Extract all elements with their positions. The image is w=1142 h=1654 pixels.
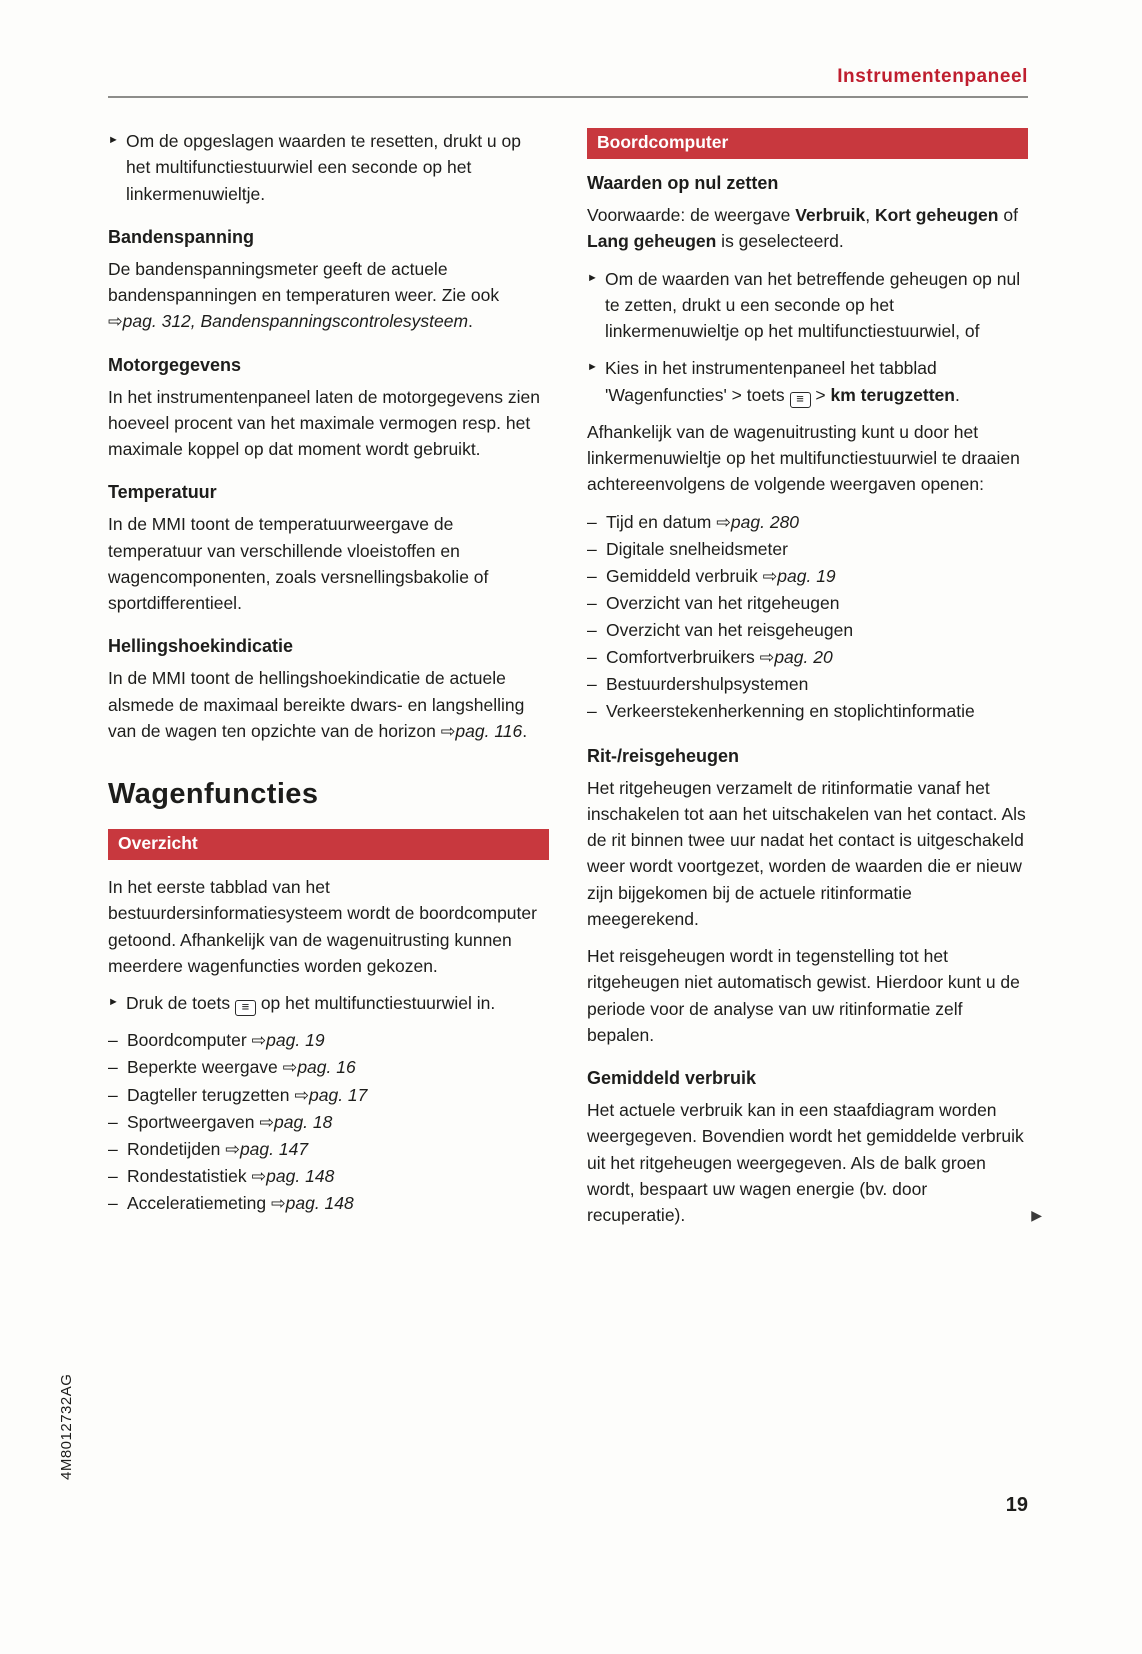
list-item [587, 536, 1028, 563]
page-reference[interactable]: ⇨pag. 19 [762, 565, 836, 586]
list-item [108, 1109, 549, 1136]
bullet-arrow-icon: ► [108, 134, 119, 146]
list-item-label: Acceleratiemeting [127, 1193, 271, 1213]
list-item [108, 1082, 549, 1109]
list-item [587, 644, 1028, 671]
bullet-arrow-icon: ► [587, 361, 598, 374]
dash-marker: – [587, 592, 597, 613]
emphasis-verbruik: Verbruik [795, 205, 866, 225]
paragraph-gemiddeld-verbruik: Het actuele verbruik kan in een staafdiagram worden weergegeven. Bovendien wordt het gemiddelde verbruik uit het ritgeheugen weergegeven. Als de balk groen wordt, bespaart uw wagen energie (bv. door recuperatie). [587, 1100, 1024, 1225]
heading-rit-reisgeheugen: Rit-/reisgeheugen [587, 745, 740, 766]
dash-marker: – [108, 1138, 118, 1159]
menu-button-glyph: ≡ [241, 999, 250, 1014]
weergaven-list [587, 509, 1028, 726]
dash-marker: – [108, 1057, 118, 1078]
list-item-label: Bestuurdershulpsystemen [606, 674, 809, 695]
page-reference[interactable]: ⇨pag. 20 [759, 647, 833, 668]
manual-page [108, 66, 1042, 1239]
bullet-item-reset [108, 128, 549, 207]
chapter-header-title: Instrumentenpaneel [837, 66, 1028, 87]
text-run: . [522, 720, 528, 741]
dash-marker: – [108, 1193, 118, 1213]
heading-waarden-op-nul-zetten: Waarden op nul zetten [587, 173, 779, 193]
right-column [587, 128, 1042, 1239]
list-item [108, 1136, 549, 1163]
emphasis-km-terugzetten: km terugzetten [830, 384, 955, 405]
menu-button-icon [235, 1000, 256, 1016]
page-reference[interactable]: ⇨pag. 116 [440, 720, 523, 741]
heading-temperatuur: Temperatuur [108, 482, 217, 503]
heading-bandenspanning: Bandenspanning [108, 226, 255, 247]
spine-code: 4M8012732AG [58, 1373, 75, 1480]
text-run: Voorwaarde: de weergave [587, 205, 796, 225]
menu-button-glyph: ≡ [796, 390, 804, 406]
page-reference[interactable]: ⇨pag. 19 [251, 1030, 325, 1051]
page-reference[interactable]: ⇨pag. 18 [259, 1111, 333, 1132]
dash-marker: – [587, 620, 597, 640]
page-number: 19 [1005, 1494, 1028, 1516]
paragraph-weergaven-intro: Afhankelijk van de wagenuitrusting kunt u door het linkermenuwieltje op het multifunctiestuurwiel te draaien achtereenvolgens de volgende weergaven openen: [587, 421, 1020, 495]
bullet-item-kies-tabblad [587, 355, 1028, 408]
section-banner-overzicht: Overzicht [108, 829, 549, 860]
paragraph-motorgegevens: In het instrumentenpaneel laten de motorgegevens zien hoeveel procent van het maximale vermogen resp. het maximale koppel op dat moment wordt gebruikt. [108, 386, 540, 459]
text-run: of [998, 205, 1018, 225]
text-run: is geselecteerd. [716, 231, 844, 252]
dash-marker: – [108, 1111, 118, 1132]
page-reference[interactable]: ⇨pag. 16 [282, 1057, 356, 1078]
bullet-text: Om de opgeslagen waarden te resetten, drukt u op het multifunctiestuurwiel een seconde op het linkermenuwieltje. [126, 131, 521, 204]
bullet-text: Om de waarden van het betreffende geheugen op nul te zetten, drukt u een seconde op het linkermenuwieltje op het multifunctiestuurwiel, of [605, 268, 1021, 341]
emphasis-lang-geheugen: Lang geheugen [587, 231, 717, 252]
list-item-label: Sportweergaven [127, 1111, 260, 1132]
list-item [587, 509, 1028, 536]
text-run: . [468, 311, 473, 332]
bullet-arrow-icon: ► [108, 996, 119, 1008]
text-run: De bandenspanningsmeter geeft de actuele bandenspanningen en temperaturen weer. Zie ook [108, 258, 500, 305]
paragraph-overzicht: In het eerste tabblad van het bestuurdersinformatiesysteem wordt de boordcomputer getoond. Afhankelijk van de wagenuitrusting kunnen meerdere wagenfuncties worden gekozen. [108, 877, 537, 976]
list-item-label: Tijd en datum [606, 511, 717, 532]
page-reference[interactable]: ⇨pag. 312, Bandenspanningscontrolesysteem [108, 311, 469, 332]
page-header [108, 66, 1028, 98]
list-item [587, 671, 1028, 698]
dash-marker: – [587, 538, 597, 559]
list-item-label: Comfortverbruikers [606, 647, 760, 668]
paragraph-voorwaarde [587, 202, 1028, 255]
menu-button-icon [790, 392, 811, 408]
list-item [587, 617, 1028, 644]
chapter-title-wagenfuncties: Wagenfuncties [108, 778, 319, 810]
bullet-item-toets [108, 990, 549, 1016]
paragraph-bandenspanning [108, 256, 549, 335]
text-run: Druk de toets [126, 993, 235, 1013]
page-reference[interactable]: ⇨pag. 148 [270, 1193, 354, 1213]
list-item [108, 1163, 549, 1190]
dash-marker: – [587, 701, 597, 722]
list-item-label: Beperkte weergave [127, 1057, 283, 1078]
bullet-text [605, 355, 1028, 408]
dash-marker: – [587, 647, 597, 668]
bullet-item-nul-zetten [587, 266, 1028, 345]
dash-marker: – [587, 674, 597, 695]
list-item-label: Gemiddeld verbruik [606, 565, 763, 586]
list-item-label: Rondetijden [127, 1138, 226, 1159]
list-item-label: Dagteller terugzetten [127, 1084, 295, 1105]
list-item-label: Boordcomputer [127, 1030, 252, 1051]
dash-marker: – [108, 1165, 118, 1186]
dash-marker: – [587, 565, 597, 586]
left-column [108, 128, 549, 1228]
bullet-text [126, 990, 549, 1016]
list-item-label: Rondestatistiek [127, 1165, 252, 1186]
section-banner-boordcomputer: Boordcomputer [587, 128, 1028, 159]
text-run: , [865, 205, 875, 225]
paragraph-temperatuur: In de MMI toont de temperatuurweergave de temperatuur van verschillende vloeistoffen en wagencomponenten, zoals versnellingsbakolie of sportdifferentieel. [108, 514, 489, 613]
page-reference[interactable]: ⇨pag. 280 [716, 511, 800, 532]
text-run: . [954, 384, 960, 405]
continuation-arrow-icon: ▶ [1031, 1207, 1042, 1224]
text-run: Kies in het instrumentenpaneel het tabblad 'Wagenfuncties' > toets [605, 358, 937, 405]
dash-marker: – [587, 511, 597, 532]
text-run: op het multifunctiestuurwiel in. [255, 993, 496, 1013]
paragraph-hellingshoekindicatie [108, 665, 549, 744]
list-item-label: Overzicht van het ritgeheugen [606, 592, 840, 613]
bullet-arrow-icon: ► [587, 271, 598, 284]
text-run: > [810, 384, 831, 405]
page-reference[interactable]: ⇨pag. 147 [225, 1138, 309, 1159]
heading-gemiddeld-verbruik: Gemiddeld verbruik [587, 1068, 757, 1088]
function-list [108, 1027, 549, 1217]
page-reference[interactable]: ⇨pag. 148 [251, 1165, 335, 1186]
list-item [108, 1054, 549, 1081]
list-item [587, 563, 1028, 590]
list-item-label: Verkeerstekenherkenning en stoplichtinformatie [606, 701, 975, 722]
heading-motorgegevens: Motorgegevens [108, 354, 242, 375]
header-divider [108, 96, 1028, 98]
dash-marker: – [108, 1084, 118, 1105]
paragraph-ritgeheugen: Het ritgeheugen verzamelt de ritinformatie vanaf het inschakelen tot aan het uitschakelen van het contact. Als de rit binnen twee uur nadat het contact is uitgeschakeld weer wordt voortgezet, worden de waarden die er nieuw zijn bijgekomen bij de actuele ritinformatie meegerekend. [587, 777, 1026, 929]
list-item-label: Overzicht van het reisgeheugen [606, 620, 854, 640]
paragraph-reisgeheugen: Het reisgeheugen wordt in tegenstelling tot het ritgeheugen niet automatisch gewist. Hierdoor kunt u de periode voor de analyse van uw ritinformatie zelf bepalen. [587, 946, 1020, 1045]
list-item [587, 698, 1028, 725]
page-reference[interactable]: ⇨pag. 17 [294, 1084, 368, 1105]
list-item-label: Digitale snelheidsmeter [606, 538, 788, 559]
dash-marker: – [108, 1030, 118, 1051]
text-run: In de MMI toont de hellingshoekindicatie de actuele alsmede de maximaal bereikte dwars- en langshelling van de wagen ten opzichte van de horizon [108, 668, 525, 741]
list-item [587, 590, 1028, 617]
emphasis-kort-geheugen: Kort geheugen [874, 205, 999, 225]
heading-hellingshoekindicatie: Hellingshoekindicatie [108, 636, 294, 657]
list-item [108, 1190, 549, 1217]
list-item [108, 1027, 549, 1054]
